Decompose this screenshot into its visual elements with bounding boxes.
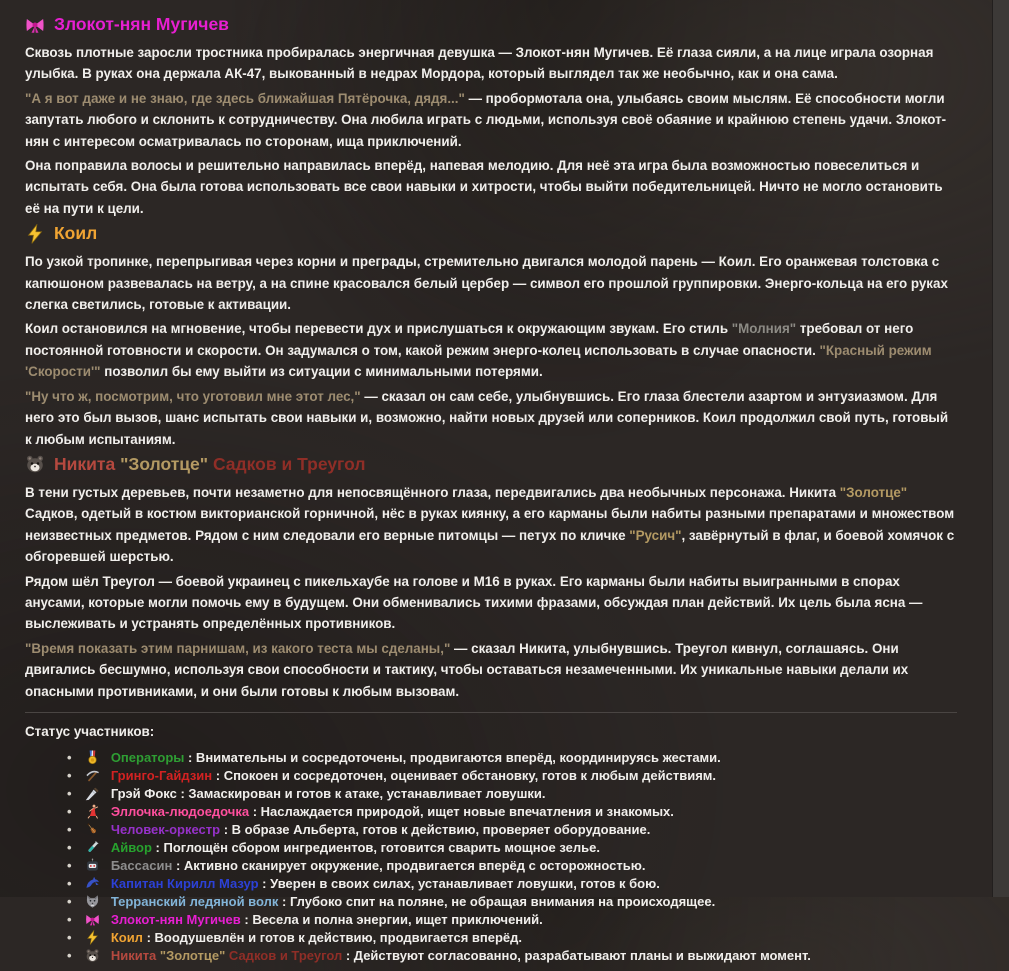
- section-title-text: [54, 223, 97, 244]
- text-segment: требовал от него постоянной готовности и скорости. Он задумался о том, какой режим энерго-колец использовать в случае опасности.: [25, 321, 914, 358]
- bullet-marker: •: [67, 929, 72, 945]
- text-segment: Никита: [54, 453, 121, 474]
- hamster-icon: [25, 454, 45, 474]
- status-list-item: [67, 875, 957, 893]
- text-segment: Коил остановился на мгновение, чтобы перевести дух и прислушаться к окружающим звукам. Его стиль: [25, 321, 732, 337]
- text-segment: "Золотце": [120, 453, 209, 474]
- text-segment: "Время показать этим парнишам, из какого теста мы сделаны,": [25, 640, 451, 656]
- text-segment: — сказал Никита, улыбнувшись. Треугол кивнул, соглашаясь. Они двигались бесшумно, используя свои способности и тактику, чтобы оставаться незамеченными. Их уникальные навыки делали их опасными противниками, и они были готовы к любым вызовам.: [25, 640, 909, 699]
- text-segment: "Ну что ж, посмотрим, что уготовил мне этот лес,": [25, 388, 361, 404]
- text-segment: — пробормотала она, улыбаясь своим мыслям. Её способности могли запутать любого и склонить к сотрудничеству. Она любила играть с людьми, используя своё обаяние и крайнюю степень удачи. Злокот-нян с интересом осматривалась по сторонам, ища приключений.: [25, 90, 947, 149]
- text-segment: Айвор: [110, 839, 152, 855]
- section-title: [25, 223, 957, 244]
- participant-name: [111, 804, 249, 819]
- text-segment: В тени густых деревьев, почти незаметно для непосвящённого глаза, передвигались два необычных персонажа. Никита: [25, 484, 840, 500]
- bullet-marker: •: [67, 893, 72, 909]
- text-segment: Гринго-Гайдзин: [110, 767, 213, 783]
- character-section: [25, 454, 957, 702]
- narrative-paragraph: [25, 318, 957, 382]
- participant-name: [111, 822, 220, 837]
- participant-status-text: : Весела и полна энергии, ищет приключений.: [244, 911, 543, 927]
- narrative-paragraph: [25, 251, 957, 315]
- participant-name: [111, 912, 241, 927]
- lightning-icon: [25, 224, 45, 244]
- participant-status-text: : Уверен в своих силах, устанавливает ловушки, готов к бою.: [262, 875, 660, 891]
- section-paragraphs: [25, 251, 957, 450]
- text-segment: позволил бы ему выйти из ситуации с минимальными потерями.: [100, 364, 543, 380]
- text-segment: Человек-оркестр: [110, 821, 221, 837]
- dolphin-icon: [85, 876, 100, 891]
- participant-name: [111, 876, 259, 891]
- text-segment: "А я вот даже и не знаю, где здесь ближайшая Пятёрочка, дядя...": [25, 90, 465, 106]
- status-list-item: [67, 929, 957, 947]
- participant-status-text: : Спокоен и сосредоточен, оценивает обстановку, готов к любым действиям.: [215, 767, 717, 783]
- participant-status-text: : Активно сканирует окружение, продвигается вперёд с осторожностью.: [175, 857, 646, 873]
- status-list-item: [67, 857, 957, 875]
- text-segment: "Красный режим 'Скорости'": [25, 342, 932, 380]
- text-segment: Садков и Треугол: [225, 947, 343, 963]
- participant-name: [111, 930, 143, 945]
- bullet-marker: •: [67, 821, 72, 837]
- status-list-item: [67, 839, 957, 857]
- narrative-paragraph: [25, 571, 957, 635]
- section-title: [25, 454, 957, 475]
- section-divider: [25, 712, 957, 713]
- robot-icon: [85, 858, 100, 873]
- medal-icon: [85, 750, 100, 765]
- participant-name: [111, 786, 177, 801]
- participant-status-text: : Внимательны и сосредоточены, продвигаются вперёд, координируясь жестами.: [187, 749, 721, 765]
- status-list-item: [67, 749, 957, 767]
- pickaxe-icon: [85, 768, 100, 783]
- section-title-text: [54, 14, 229, 35]
- status-list-item: [67, 893, 957, 911]
- narrative-paragraph: [25, 88, 957, 152]
- text-segment: "Русич": [629, 527, 682, 543]
- bullet-marker: •: [67, 839, 72, 855]
- narrative-paragraph: [25, 638, 957, 702]
- participant-name: [111, 894, 279, 909]
- participant-status-text: : Действуют согласованно, разрабатывают планы и выжидают момент.: [345, 947, 811, 963]
- text-segment: Коил: [54, 223, 98, 244]
- participant-name: [111, 768, 212, 783]
- violin-icon: [85, 822, 100, 837]
- bullet-marker: •: [67, 803, 72, 819]
- text-segment: — сказал он сам себе, улыбнувшись. Его глаза блестели азартом и энтузиазмом. Для него это был вызов, шанс испытать свои навыки и, возможно, найти новых друзей или соперников. Коил продолжил свой путь, готовый к любым испытаниям.: [25, 388, 949, 447]
- hamster-icon: [85, 948, 100, 963]
- section-title: [25, 14, 957, 35]
- lightning-icon: [85, 930, 100, 945]
- status-list-item: [67, 911, 957, 929]
- character-section: [25, 223, 957, 450]
- participant-status-text: : Замаскирован и готов к атаке, устанавливает ловушки.: [180, 785, 546, 801]
- section-title-text: [54, 454, 365, 475]
- text-segment: Сквозь плотные заросли тростника пробиралась энергичная девушка — Злокот-нян Мугичев. Её глаза сияли, а на лице играла озорная улыбка. В руках она держала АК-47, выкованный в недрах Мордора, который выглядел так же необычно, как и она сама.: [25, 45, 934, 82]
- bullet-marker: •: [67, 767, 72, 783]
- bullet-marker: •: [67, 947, 72, 963]
- status-list-item: [67, 803, 957, 821]
- narrative-paragraph: [25, 155, 957, 219]
- section-paragraphs: [25, 482, 957, 702]
- participant-status-text: : Поглощён сбором ингредиентов, готовится сварить мощное зелье.: [155, 839, 601, 855]
- participant-name: [111, 858, 173, 873]
- text-segment: "Молния": [731, 321, 797, 337]
- bullet-marker: •: [67, 911, 72, 927]
- text-segment: Садков, одетый в костюм викторианской горничной, нёс в руках киянку, а его карманы были набиты разными препаратами и множеством неизвестных предметов. Рядом с ним следовали его верные питомцы — петух по кличке: [25, 506, 955, 543]
- participant-name: [111, 948, 342, 963]
- text-segment: Никита: [110, 947, 160, 963]
- status-heading: Статус участников:: [25, 723, 155, 739]
- text-segment: Капитан Кирилл Мазур: [110, 875, 259, 891]
- text-segment: Терранский ледяной волк: [110, 893, 279, 909]
- bullet-marker: •: [67, 857, 72, 873]
- status-list-item: [67, 785, 957, 803]
- text-segment: Злокот-нян Мугичев: [54, 14, 229, 34]
- text-segment: Коил: [110, 929, 143, 945]
- participant-name: [111, 840, 152, 855]
- text-segment: "Золотце": [159, 947, 226, 963]
- section-paragraphs: [25, 42, 957, 219]
- scrollbar-track[interactable]: [992, 0, 1009, 897]
- status-list: [25, 749, 957, 965]
- participant-status-text: : В образе Альберта, готов к действию, проверяет оборудование.: [223, 821, 651, 837]
- text-segment: Рядом шёл Треугол — боевой украинец с пикельхаубе на голове и M16 в руках. Его карманы были набиты выигранными в спорах анусами, которые могли помочь ему в будущем. Они обменивались тихими фразами, обсуждая план действий. Их цель была ясна — выслеживать и устранять определённых противников.: [25, 573, 923, 632]
- text-segment: Садков и Треугол: [208, 453, 366, 474]
- participant-status-text: : Воодушевлён и готов к действию, продвигается вперёд.: [146, 929, 523, 945]
- participant-name: [111, 750, 185, 765]
- text-segment: По узкой тропинке, перепрыгивая через корни и преграды, стремительно двигался молодой парень — Коил. Его оранжевая толстовка с капюшоном развевалась на ветру, а на спине красовался белый цербер — символ его прошлой группировки. Энерго-кольца на его руках слегка светились, готовые к активации.: [25, 254, 948, 313]
- participant-status-text: : Глубоко спит на поляне, не обращая внимания на происходящее.: [282, 893, 716, 909]
- text-segment: Операторы: [110, 749, 185, 765]
- participant-status-text: : Наслаждается природой, ищет новые впечатления и знакомых.: [252, 803, 674, 819]
- text-segment: "Золотце": [839, 484, 908, 500]
- sections: [25, 14, 957, 702]
- text-segment: Бассасин: [110, 857, 173, 873]
- narrative-paragraph: [25, 42, 957, 85]
- text-segment: Она поправила волосы и решительно направилась вперёд, напевая мелодию. Для неё эта игра была возможностью повеселиться и испытать себя. Она была готова использовать все свои навыки и хитрости, чтобы выйти победительницей. Ничто не могло остановить её на пути к цели.: [25, 158, 943, 216]
- wolf-icon: [85, 894, 100, 909]
- bow-icon: [25, 15, 45, 35]
- text-segment: Эллочка-людоедочка: [110, 803, 250, 819]
- character-section: [25, 14, 957, 219]
- narrative-paragraph: [25, 386, 957, 450]
- text-segment: , завёрнутый в флаг, и боевой хомячок с обгоревшей шерстью.: [25, 527, 955, 565]
- test-tube-icon: [85, 840, 100, 855]
- dancer-icon: [85, 804, 100, 819]
- text-segment: Злокот-нян Мугичев: [110, 911, 241, 927]
- bow-icon: [85, 912, 100, 927]
- text-segment: Грэй Фокс: [110, 785, 177, 801]
- bullet-marker: •: [67, 749, 72, 765]
- bullet-marker: •: [67, 875, 72, 891]
- status-list-item: [67, 947, 957, 965]
- status-list-item: [67, 767, 957, 785]
- narrative-paragraph: [25, 482, 957, 568]
- dagger-icon: [85, 786, 100, 801]
- bullet-marker: •: [67, 785, 72, 801]
- status-list-item: [67, 821, 957, 839]
